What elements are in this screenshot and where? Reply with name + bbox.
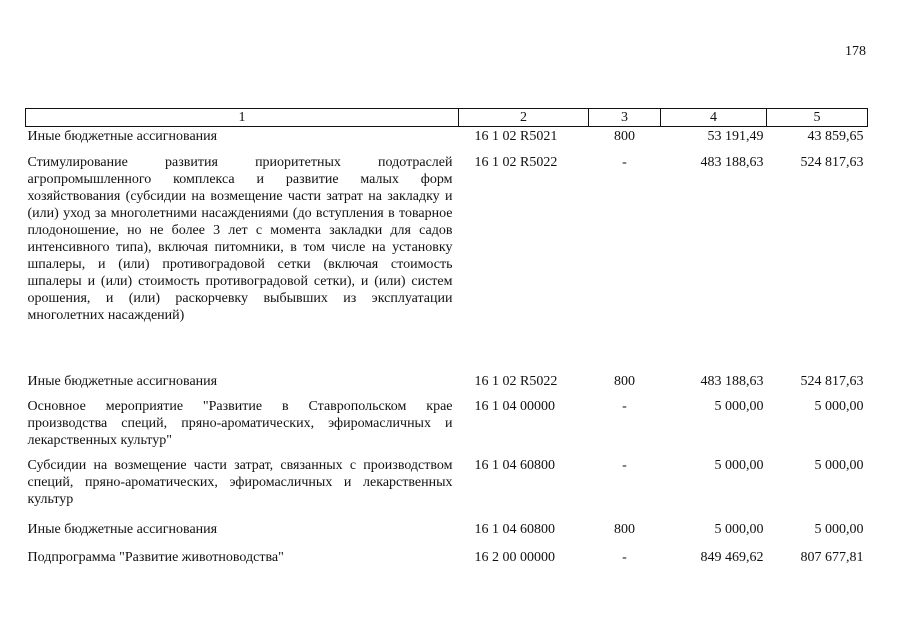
row-amount-4: 53 191,49 bbox=[707, 129, 764, 144]
table-row bbox=[26, 357, 868, 390]
row-name: Подпрограмма "Развитие животноводства" bbox=[27, 550, 284, 565]
row-amount-5: 524 817,63 bbox=[800, 155, 864, 170]
row-expense-type: - bbox=[622, 550, 627, 565]
row-amount-5: 807 677,81 bbox=[800, 550, 864, 565]
column-header-2: 2 bbox=[459, 109, 589, 127]
row-code: 16 1 04 00000 bbox=[474, 399, 555, 414]
row-amount-5: 43 859,65 bbox=[807, 129, 864, 144]
column-header-3: 3 bbox=[589, 109, 661, 127]
row-name: Иные бюджетные ассигнования bbox=[27, 129, 218, 144]
row-name: Основное мероприятие "Развитие в Ставропольском крае производства специй, пряно-ароматических, эфиромасличных и лекарственных культур" bbox=[27, 399, 453, 448]
table-row bbox=[26, 538, 868, 566]
column-header-5: 5 bbox=[767, 109, 868, 127]
row-name: Иные бюджетные ассигнования bbox=[27, 374, 218, 389]
row-expense-type: 800 bbox=[614, 374, 635, 389]
budget-table bbox=[25, 108, 868, 566]
row-amount-5: 524 817,63 bbox=[800, 374, 864, 389]
row-amount-5: 5 000,00 bbox=[814, 458, 864, 473]
row-expense-type: 800 bbox=[614, 129, 635, 144]
row-expense-type: 800 bbox=[614, 522, 635, 537]
row-code: 16 1 04 60800 bbox=[474, 522, 555, 537]
row-code: 16 1 02 R5021 bbox=[474, 129, 558, 144]
page-number: 178 bbox=[845, 44, 866, 59]
row-expense-type: - bbox=[622, 399, 627, 414]
row-amount-4: 5 000,00 bbox=[714, 458, 764, 473]
row-name: Стимулирование развития приоритетных подотраслей агропромышленного комплекса и развитие малых форм хозяйствования (субсидии на возмещение части затрат на закладку и (или) уход за многолетними насаждениями (до вступления в товарное плодоношение, но не более 3 лет с момента закладки для садов интенсивного типа), включая питомники, в том числе на установку шпалеры, и (или) противоградовой сетки (включая стоимость шпалеры и (или) стоимость противоградовой сетки), и (или) систем орошения, и (или) раскорчевку выбывших из эксплуатации многолетних насаждений) bbox=[27, 155, 453, 323]
row-amount-4: 849 469,62 bbox=[700, 550, 764, 565]
row-name: Иные бюджетные ассигнования bbox=[27, 522, 218, 537]
row-amount-4: 5 000,00 bbox=[714, 522, 764, 537]
row-code: 16 2 00 00000 bbox=[474, 550, 555, 565]
row-name: Субсидии на возмещение части затрат, связанных с производством специй, пряно-ароматических, эфиромасличных и лекарственных культур bbox=[27, 458, 453, 507]
table-row bbox=[26, 390, 868, 449]
column-header-4: 4 bbox=[661, 109, 767, 127]
table-row bbox=[26, 146, 868, 357]
row-code: 16 1 04 60800 bbox=[474, 458, 555, 473]
row-amount-4: 5 000,00 bbox=[714, 399, 764, 414]
row-amount-5: 5 000,00 bbox=[814, 522, 864, 537]
table-row bbox=[26, 127, 868, 147]
table-header-row bbox=[26, 109, 868, 127]
row-amount-4: 483 188,63 bbox=[700, 155, 764, 170]
row-amount-4: 483 188,63 bbox=[700, 374, 764, 389]
table-row bbox=[26, 449, 868, 509]
row-code: 16 1 02 R5022 bbox=[474, 374, 558, 389]
table-row bbox=[26, 509, 868, 538]
column-header-1: 1 bbox=[26, 109, 459, 127]
row-code: 16 1 02 R5022 bbox=[474, 155, 558, 170]
row-expense-type: - bbox=[622, 458, 627, 473]
row-expense-type: - bbox=[622, 155, 627, 170]
row-amount-5: 5 000,00 bbox=[814, 399, 864, 414]
